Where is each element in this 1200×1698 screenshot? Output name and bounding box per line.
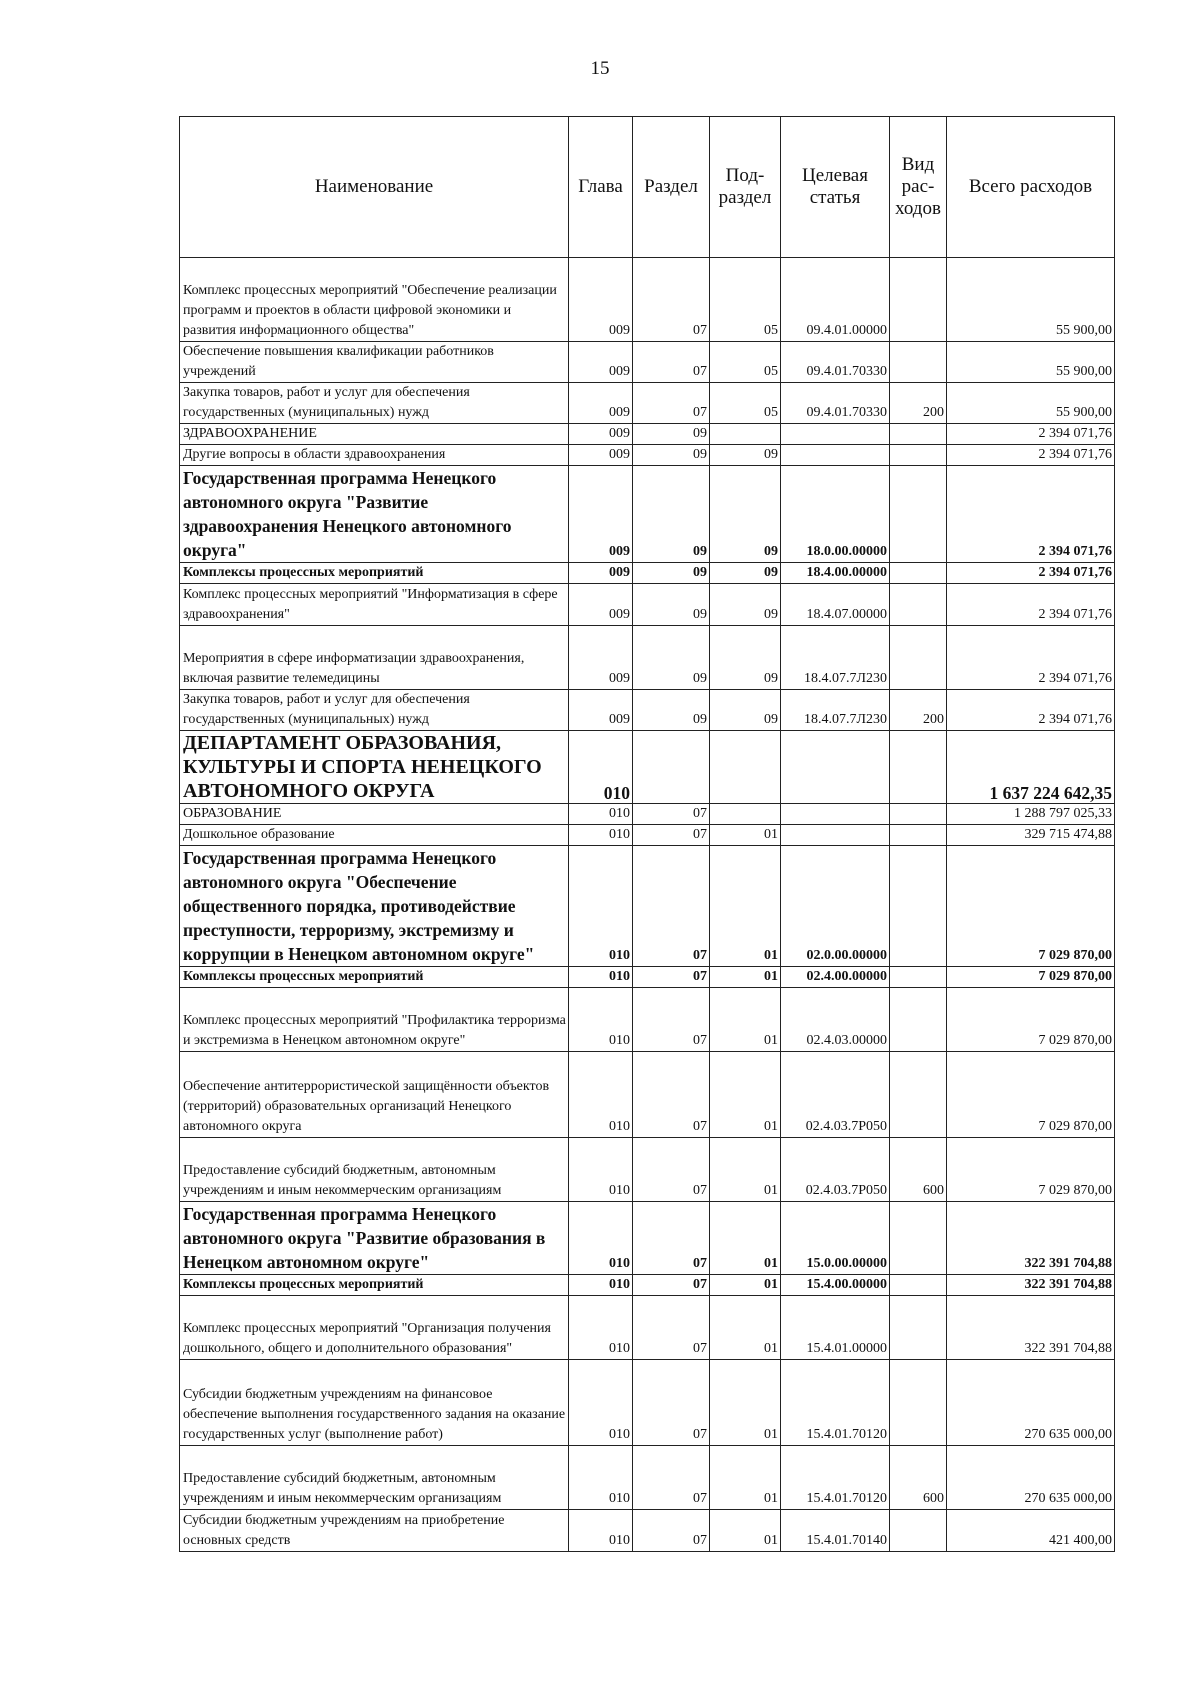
row-podrazdel: 01 (710, 1296, 781, 1360)
row-glava: 009 (569, 466, 633, 563)
row-celevaya-statya: 02.4.03.7Р050 (781, 1138, 890, 1202)
row-glava: 009 (569, 690, 633, 731)
row-podrazdel: 01 (710, 1446, 781, 1510)
row-vid-rashodov (890, 424, 947, 445)
row-razdel: 07 (633, 1446, 710, 1510)
row-amount: 1 288 797 025,33 (947, 804, 1115, 825)
row-amount: 7 029 870,00 (947, 1052, 1115, 1138)
row-podrazdel: 09 (710, 626, 781, 690)
row-razdel: 07 (633, 1052, 710, 1138)
row-celevaya-statya: 18.4.00.00000 (781, 563, 890, 584)
header-name: Наименование (180, 117, 569, 258)
row-celevaya-statya: 18.4.07.7Л230 (781, 626, 890, 690)
table-row (180, 1446, 1115, 1510)
table-row (180, 846, 1115, 967)
row-celevaya-statya: 15.0.00.00000 (781, 1202, 890, 1275)
row-vid-rashodov (890, 563, 947, 584)
row-glava: 010 (569, 1510, 633, 1552)
row-amount: 55 900,00 (947, 342, 1115, 383)
row-name: Закупка товаров, работ и услуг для обеспечения государственных (муниципальных) нужд (180, 690, 569, 731)
table-row (180, 258, 1115, 342)
table-row (180, 1296, 1115, 1360)
row-celevaya-statya (781, 424, 890, 445)
row-razdel: 09 (633, 466, 710, 563)
row-celevaya-statya: 15.4.01.70120 (781, 1360, 890, 1446)
row-amount: 7 029 870,00 (947, 846, 1115, 967)
row-razdel: 07 (633, 1296, 710, 1360)
row-amount: 270 635 000,00 (947, 1446, 1115, 1510)
row-name: ОБРАЗОВАНИЕ (180, 804, 569, 825)
row-podrazdel: 09 (710, 563, 781, 584)
row-celevaya-statya: 02.4.03.7Р050 (781, 1052, 890, 1138)
row-name: Комплексы процессных мероприятий (180, 563, 569, 584)
table-row (180, 445, 1115, 466)
table-row (180, 1052, 1115, 1138)
row-glava: 009 (569, 584, 633, 626)
row-amount: 7 029 870,00 (947, 967, 1115, 988)
row-podrazdel: 09 (710, 445, 781, 466)
row-name: Другие вопросы в области здравоохранения (180, 445, 569, 466)
row-podrazdel: 01 (710, 967, 781, 988)
row-vid-rashodov (890, 584, 947, 626)
table-row (180, 804, 1115, 825)
row-name: Комплекс процессных мероприятий "Профилактика терроризма и экстремизма в Ненецком автономном округе" (180, 988, 569, 1052)
row-glava: 009 (569, 383, 633, 424)
table-row (180, 563, 1115, 584)
row-podrazdel: 05 (710, 258, 781, 342)
row-celevaya-statya: 15.4.01.00000 (781, 1296, 890, 1360)
row-vid-rashodov: 600 (890, 1138, 947, 1202)
row-glava: 010 (569, 1202, 633, 1275)
row-glava: 010 (569, 1052, 633, 1138)
row-podrazdel (710, 424, 781, 445)
row-celevaya-statya (781, 804, 890, 825)
row-podrazdel (710, 804, 781, 825)
row-amount: 1 637 224 642,35 (947, 731, 1115, 804)
row-amount: 7 029 870,00 (947, 988, 1115, 1052)
row-name: Комплексы процессных мероприятий (180, 1275, 569, 1296)
row-razdel: 07 (633, 1510, 710, 1552)
row-vid-rashodov (890, 466, 947, 563)
row-podrazdel: 01 (710, 825, 781, 846)
row-celevaya-statya: 18.4.07.7Л230 (781, 690, 890, 731)
row-name: ЗДРАВООХРАНЕНИЕ (180, 424, 569, 445)
row-podrazdel: 05 (710, 342, 781, 383)
row-glava: 010 (569, 825, 633, 846)
table-row (180, 1138, 1115, 1202)
row-vid-rashodov (890, 1510, 947, 1552)
page-number: 15 (590, 58, 610, 79)
row-razdel: 07 (633, 804, 710, 825)
row-vid-rashodov: 600 (890, 1446, 947, 1510)
row-podrazdel: 01 (710, 1052, 781, 1138)
header-glava: Глава (569, 117, 633, 258)
row-name: Комплексы процессных мероприятий (180, 967, 569, 988)
row-name: Комплекс процессных мероприятий "Обеспечение реализации программ и проектов в области цифровой экономики и развития информационного общества" (180, 258, 569, 342)
header-vsego-rashodov: Всего расходов (947, 117, 1115, 258)
row-vid-rashodov (890, 1360, 947, 1446)
row-podrazdel: 09 (710, 584, 781, 626)
row-amount: 329 715 474,88 (947, 825, 1115, 846)
row-celevaya-statya: 15.4.00.00000 (781, 1275, 890, 1296)
row-razdel: 07 (633, 258, 710, 342)
row-name: Дошкольное образование (180, 825, 569, 846)
header-celevaya-statya: Целевая статья (781, 117, 890, 258)
row-name: Государственная программа Ненецкого автономного округа "Развитие здравоохранения Ненецкого автономного округа" (180, 466, 569, 563)
row-vid-rashodov: 200 (890, 690, 947, 731)
row-celevaya-statya (781, 445, 890, 466)
row-podrazdel: 01 (710, 988, 781, 1052)
row-celevaya-statya: 15.4.01.70140 (781, 1510, 890, 1552)
row-amount: 7 029 870,00 (947, 1138, 1115, 1202)
row-vid-rashodov (890, 731, 947, 804)
row-podrazdel: 01 (710, 1138, 781, 1202)
row-vid-rashodov (890, 1275, 947, 1296)
row-celevaya-statya: 02.4.00.00000 (781, 967, 890, 988)
row-amount: 2 394 071,76 (947, 445, 1115, 466)
row-podrazdel: 09 (710, 690, 781, 731)
row-celevaya-statya: 15.4.01.70120 (781, 1446, 890, 1510)
row-glava: 010 (569, 1360, 633, 1446)
row-name: Субсидии бюджетным учреждениям на финансовое обеспечение выполнения государственного задания на оказание государственных услуг (выполнение работ) (180, 1360, 569, 1446)
row-vid-rashodov: 200 (890, 383, 947, 424)
row-vid-rashodov (890, 445, 947, 466)
row-glava: 010 (569, 846, 633, 967)
header-razdel: Раздел (633, 117, 710, 258)
row-name: Закупка товаров, работ и услуг для обеспечения государственных (муниципальных) нужд (180, 383, 569, 424)
row-podrazdel: 01 (710, 1275, 781, 1296)
row-vid-rashodov (890, 846, 947, 967)
row-amount: 322 391 704,88 (947, 1296, 1115, 1360)
table-row (180, 1510, 1115, 1552)
row-razdel: 09 (633, 626, 710, 690)
row-amount: 2 394 071,76 (947, 563, 1115, 584)
row-razdel: 09 (633, 584, 710, 626)
header-vid-rashodov: Вид рас- ходов (890, 117, 947, 258)
row-razdel: 09 (633, 424, 710, 445)
row-amount: 322 391 704,88 (947, 1202, 1115, 1275)
row-glava: 009 (569, 424, 633, 445)
row-glava: 009 (569, 626, 633, 690)
row-podrazdel (710, 731, 781, 804)
table-row (180, 1275, 1115, 1296)
row-vid-rashodov (890, 1296, 947, 1360)
row-celevaya-statya: 09.4.01.70330 (781, 383, 890, 424)
row-vid-rashodov (890, 988, 947, 1052)
row-vid-rashodov (890, 804, 947, 825)
row-name: Государственная программа Ненецкого автономного округа "Развитие образования в Ненецком автономном округе" (180, 1202, 569, 1275)
row-razdel: 07 (633, 1138, 710, 1202)
row-razdel: 07 (633, 383, 710, 424)
row-razdel: 07 (633, 342, 710, 383)
row-name: Обеспечение повышения квалификации работников учреждений (180, 342, 569, 383)
row-podrazdel: 01 (710, 846, 781, 967)
row-name: Субсидии бюджетным учреждениям на приобретение основных средств (180, 1510, 569, 1552)
row-vid-rashodov (890, 342, 947, 383)
row-celevaya-statya: 02.0.00.00000 (781, 846, 890, 967)
row-celevaya-statya (781, 825, 890, 846)
row-name: Государственная программа Ненецкого автономного округа "Обеспечение общественного порядка, противодействие преступности, терроризму, экстремизму и коррупции в Ненецком автономном округе" (180, 846, 569, 967)
row-celevaya-statya (781, 731, 890, 804)
row-vid-rashodov (890, 1202, 947, 1275)
expenditure-table (179, 116, 1115, 1552)
row-amount: 55 900,00 (947, 383, 1115, 424)
row-razdel: 09 (633, 563, 710, 584)
row-glava: 010 (569, 967, 633, 988)
row-amount: 421 400,00 (947, 1510, 1115, 1552)
table-row (180, 988, 1115, 1052)
row-podrazdel: 01 (710, 1360, 781, 1446)
row-razdel: 07 (633, 988, 710, 1052)
row-amount: 2 394 071,76 (947, 584, 1115, 626)
row-celevaya-statya: 18.4.07.00000 (781, 584, 890, 626)
row-name: Мероприятия в сфере информатизации здравоохранения, включая развитие телемедицины (180, 626, 569, 690)
row-vid-rashodov (890, 626, 947, 690)
row-razdel: 07 (633, 846, 710, 967)
row-celevaya-statya: 02.4.03.00000 (781, 988, 890, 1052)
header-podrazdel: Под- раздел (710, 117, 781, 258)
table-row (180, 967, 1115, 988)
row-glava: 010 (569, 1296, 633, 1360)
row-name: Предоставление субсидий бюджетным, автономным учреждениям и иным некоммерческим организациям (180, 1446, 569, 1510)
row-razdel: 07 (633, 1360, 710, 1446)
row-glava: 009 (569, 342, 633, 383)
row-vid-rashodov (890, 967, 947, 988)
row-amount: 2 394 071,76 (947, 466, 1115, 563)
table-row (180, 626, 1115, 690)
row-razdel: 09 (633, 690, 710, 731)
row-podrazdel: 09 (710, 466, 781, 563)
row-glava: 010 (569, 1275, 633, 1296)
row-amount: 2 394 071,76 (947, 690, 1115, 731)
table-row (180, 342, 1115, 383)
row-name: Комплекс процессных мероприятий "Информатизация в сфере здравоохранения" (180, 584, 569, 626)
row-name: Комплекс процессных мероприятий "Организация получения дошкольного, общего и дополнительного образования" (180, 1296, 569, 1360)
table-row (180, 825, 1115, 846)
row-glava: 009 (569, 563, 633, 584)
table-row (180, 424, 1115, 445)
table-row (180, 383, 1115, 424)
row-glava: 010 (569, 988, 633, 1052)
row-vid-rashodov (890, 825, 947, 846)
row-celevaya-statya: 09.4.01.00000 (781, 258, 890, 342)
row-vid-rashodov (890, 1052, 947, 1138)
table-row (180, 466, 1115, 563)
table-row (180, 584, 1115, 626)
row-name: Предоставление субсидий бюджетным, автономным учреждениям и иным некоммерческим организациям (180, 1138, 569, 1202)
row-amount: 2 394 071,76 (947, 424, 1115, 445)
row-celevaya-statya: 09.4.01.70330 (781, 342, 890, 383)
row-amount: 322 391 704,88 (947, 1275, 1115, 1296)
row-glava: 010 (569, 731, 633, 804)
row-name: Обеспечение антитеррористической защищённости объектов (территорий) образовательных организаций Ненецкого автономного округа (180, 1052, 569, 1138)
row-razdel: 07 (633, 967, 710, 988)
row-glava: 010 (569, 1446, 633, 1510)
row-razdel: 07 (633, 825, 710, 846)
row-amount: 55 900,00 (947, 258, 1115, 342)
row-amount: 2 394 071,76 (947, 626, 1115, 690)
row-glava: 010 (569, 804, 633, 825)
row-vid-rashodov (890, 258, 947, 342)
row-name: ДЕПАРТАМЕНТ ОБРАЗОВАНИЯ, КУЛЬТУРЫ И СПОРТА НЕНЕЦКОГО АВТОНОМНОГО ОКРУГА (180, 731, 569, 804)
header-row (180, 117, 1115, 258)
row-razdel: 07 (633, 1202, 710, 1275)
table-row (180, 690, 1115, 731)
row-razdel: 07 (633, 1275, 710, 1296)
row-amount: 270 635 000,00 (947, 1360, 1115, 1446)
row-razdel (633, 731, 710, 804)
row-glava: 009 (569, 445, 633, 466)
row-glava: 009 (569, 258, 633, 342)
row-celevaya-statya: 18.0.00.00000 (781, 466, 890, 563)
row-glava: 010 (569, 1138, 633, 1202)
row-podrazdel: 01 (710, 1510, 781, 1552)
row-razdel: 09 (633, 445, 710, 466)
table-row (180, 731, 1115, 804)
table-row (180, 1360, 1115, 1446)
table-row (180, 1202, 1115, 1275)
row-podrazdel: 05 (710, 383, 781, 424)
row-podrazdel: 01 (710, 1202, 781, 1275)
